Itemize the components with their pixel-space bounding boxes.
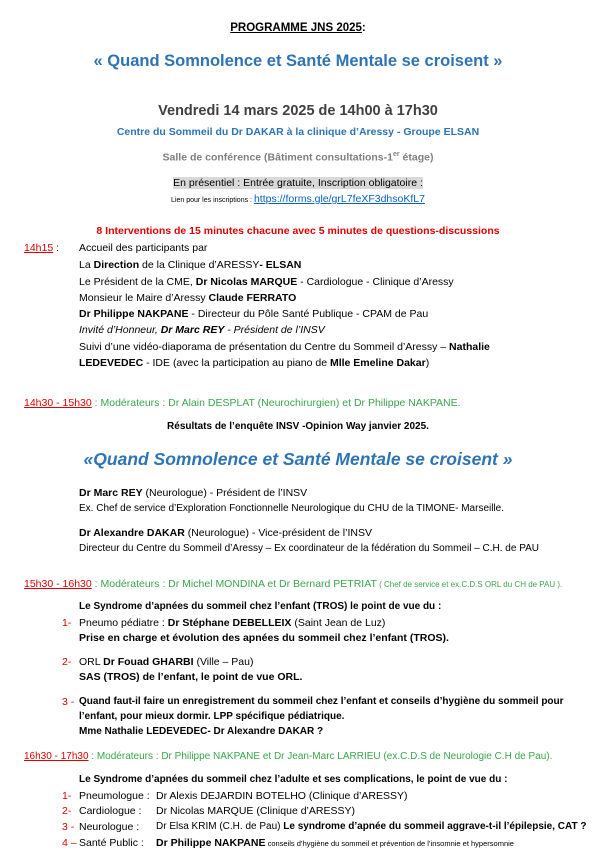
s4-moderators: : Modérateurs : Dr Philippe NAKPANE et Dr Jean-Marc LARRIEU (ex.C.D.S de Neurologie C.H de Pau). (88, 751, 553, 762)
s1-l8c: Mlle Emeline Dakar (329, 357, 426, 369)
registration-link[interactable]: https://forms.gle/grL7feXF3dhsoKfL7 (253, 193, 425, 205)
event-date: Vendredi 14 mars 2025 de 14h00 à 17h30 (158, 103, 438, 119)
s3-intro: Le Syndrome d’apnées du sommeil chez l’enfant (TROS) le point de vue du : (79, 601, 442, 612)
s4-item2-role: Cardiologue : (79, 805, 142, 817)
s4-item1-name: Dr Alexis DEJARDIN BOTELHO (Clinique d’ARESSY) (156, 790, 408, 802)
rey-line2: Ex. Chef de service d’Exploration Fonctionnelle Neurologique du CHU de la TIMONE- Marseille. (79, 503, 505, 514)
venue: Centre du Sommeil du Dr DAKAR à la clinique d’Aressy - Groupe ELSAN (116, 126, 480, 138)
s1-l6a: Invité d’Honneur, (79, 324, 161, 336)
registration-line (0, 193, 596, 205)
s1-l6b: Dr Marc REY (160, 324, 225, 336)
s1-line4 (79, 292, 296, 304)
s4-item1-role: Pneumologue : (79, 790, 150, 802)
program-title-colon: : (361, 22, 366, 34)
s2-moderators: : Modérateurs : Dr Alain DESPLAT (Neurochirurgien) et Dr Philippe NAKPANE. (91, 397, 461, 409)
s1-l3a: Le Président de la CME, (79, 276, 196, 288)
survey-results: Résultats de l’enquête INSV -Opinion Way janvier 2025. (167, 421, 429, 432)
s1-l5b: - Directeur du Pôle Santé Publique - CPAM de Pau (188, 308, 429, 320)
s1-l2b: Direction (93, 259, 140, 271)
s4-j3c: Le syndrome d’apnée du sommeil aggrave-t-il l’épilepsie, CAT ? (283, 821, 587, 832)
s4-item3-num: 3 - (62, 821, 75, 833)
s3-i1a: Pneumo pédiatre : (79, 617, 168, 629)
s3-item3-num: 3 - (62, 696, 75, 708)
s1-l3b: Dr Nicolas MARQUE (195, 276, 298, 288)
s3-i2a: ORL (79, 656, 104, 668)
s1-line2 (79, 259, 301, 271)
s3-i1c: (Saint Jean de Luz) (291, 617, 386, 629)
s1-time (24, 242, 59, 254)
s1-l4a: Monsieur le Maire d’Aressy (79, 292, 209, 304)
rey-name: Dr Marc REY (79, 487, 143, 499)
s3-i2b: Dr Fouad GHARBI (103, 656, 194, 668)
s3-item3-line1: Quand faut-il faire un enregistrement du sommeil chez l’enfant et conseils d’hygiène du sommeil pour (79, 696, 564, 707)
interventions-note: 8 Interventions de 15 minutes chacune avec 5 minutes de questions-discussions (96, 225, 500, 237)
s1-time-colon: : (53, 242, 60, 254)
s3-item1-line2: Prise en charge et évolution des apnées du sommeil chez l’enfant (TROS). (79, 632, 449, 644)
s4-item3-name (156, 821, 586, 832)
dakar-role: (Neurologue) - Vice-président de l’INSV (184, 527, 372, 539)
s3-item1-line1 (79, 617, 385, 629)
dakar-line1 (79, 527, 372, 539)
s4-header (24, 751, 552, 762)
room-post: étage) (399, 151, 434, 164)
s3-time: 15h30 - 16h30 (24, 578, 92, 590)
s4-item3-role: Neurologue : (79, 821, 140, 833)
s1-l7b: Nathalie (449, 341, 490, 353)
rey-line1 (79, 487, 307, 499)
program-title (0, 22, 596, 34)
presence-line (0, 177, 596, 189)
s3-header (24, 578, 562, 590)
s3-item3-line2: l’enfant, pour mieux dormir. LPP spécifique pédiatrique. (79, 711, 345, 722)
s4-j3b: Dr Elsa KRIM (C.H. de Pau) (156, 821, 284, 832)
s3-moderators-note: ( Chef de service et ex.C.D.S ORL du CH de PAU ). (376, 580, 563, 589)
s1-l5a: Dr Philippe NAKPANE (79, 308, 189, 320)
s1-line7 (79, 341, 490, 353)
s4-item2-num: 2- (62, 805, 72, 817)
s1-time-label: 14h15 (24, 242, 54, 254)
s1-l7a: Suivi d’une vidéo-diaporama de présentation du Centre du Sommeil d’Aressy – (79, 341, 450, 353)
s1-l2a: La (79, 259, 94, 271)
s1-line3 (79, 276, 454, 288)
s4-item4-role: Santé Public : (79, 837, 144, 849)
s2-time: 14h30 - 15h30 (24, 397, 92, 409)
s1-l8b: - IDE (avec la participation au piano de (143, 357, 330, 369)
s3-item3-line3: Mme Nathalie LEDEVEDEC- Dr Alexandre DAKAR ? (79, 726, 324, 737)
room-text: Salle de conférence (Bâtiment consultations-1 (162, 151, 393, 164)
s4-j4c: conseils d’hygiène du sommeil et prévention de l’insomnie et hypersomnie (265, 839, 514, 848)
s1-line6 (79, 324, 325, 336)
dakar-name: Dr Alexandre DAKAR (79, 527, 185, 539)
s1-l2c: de la Clinique d’ARESSY (139, 259, 260, 271)
s1-line1: Accueil des participants par (79, 242, 208, 254)
s1-line5 (79, 308, 428, 320)
link-label: Lien pour les inscriptions : (171, 197, 254, 204)
s3-item1-num: 1- (62, 617, 72, 629)
s3-item2-num: 2- (62, 656, 72, 668)
s1-l8a: LEDEVEDEC (79, 357, 144, 369)
s1-l6c: - Président de l’INSV (224, 324, 325, 336)
s3-moderators: : Modérateurs : Dr Michel MONDINA et Dr Bernard PETRIAT (91, 578, 377, 590)
s3-i1b: Dr Stéphane DEBELLEIX (167, 617, 292, 629)
s3-i2c: (Ville – Pau) (193, 656, 254, 668)
main-title: « Quand Somnolence et Santé Mentale se croisent » (93, 52, 503, 70)
rey-role: (Neurologue) - Président de l’INSV (142, 487, 308, 499)
s4-intro: Le Syndrome d’apnées du sommeil chez l’adulte et ses complications, le point de vue du : (79, 774, 508, 785)
s4-item4-name (156, 837, 514, 849)
s1-l3c: - Cardiologue - Clinique d’Aressy (297, 276, 454, 288)
s1-line8 (79, 357, 429, 369)
s2-header (24, 397, 461, 409)
s1-l8d: ) (425, 357, 430, 369)
section-title: «Quand Somnolence et Santé Mentale se croisent » (83, 449, 513, 469)
room (0, 151, 596, 164)
s1-l4b: Claude FERRATO (208, 292, 297, 304)
s3-item2-line1 (79, 656, 253, 668)
s4-time: 16h30 - 17h30 (24, 751, 89, 762)
s4-item2-name: Dr Nicolas MARQUE (Clinique d’ARESSY) (156, 805, 355, 817)
s4-item1-num: 1- (62, 790, 72, 802)
s3-item2-line2: SAS (TROS) de l’enfant, le point de vue ORL. (79, 671, 303, 683)
room-sup: er (393, 151, 400, 158)
program-title-text: PROGRAMME JNS 2025 (230, 22, 362, 34)
s1-l2d: - ELSAN (259, 259, 302, 271)
dakar-line2: Directeur du Centre du Sommeil d’Aressy – Ex coordinateur de la fédération du Sommeil – C.H. de PAU (79, 543, 540, 554)
presence-text: En présentiel : Entrée gratuite, Inscription obligatoire : (173, 177, 423, 189)
s4-j4b: Dr Philippe NAKPANE (156, 837, 266, 849)
s4-item4-num: 4 – (62, 837, 77, 849)
